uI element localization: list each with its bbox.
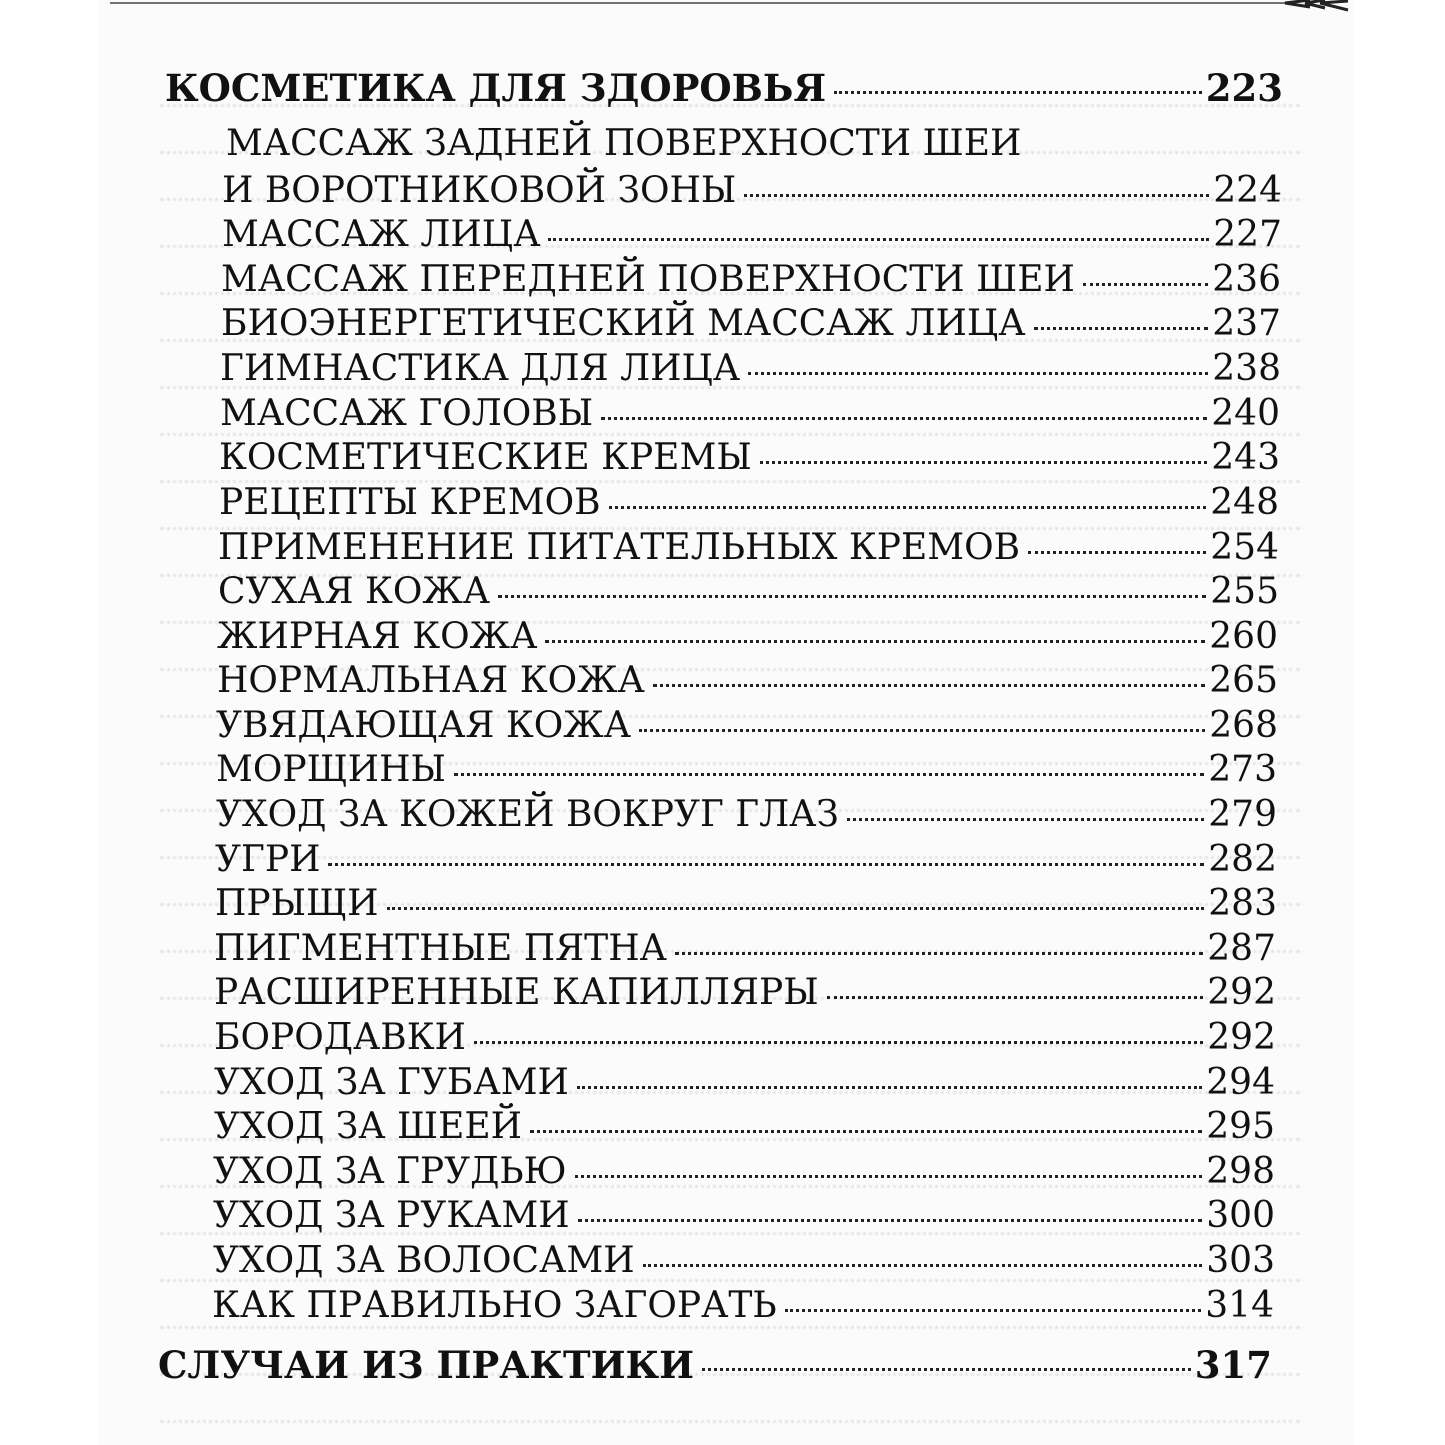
entry-page-number: 298 [1206,1151,1275,1192]
section-page-number: 317 [1194,1343,1272,1387]
toc-section-heading [158,1343,1272,1387]
dot-leader [474,1040,1203,1044]
entry-title: ЖИРНАЯ КОЖА [217,616,538,657]
toc-entry [213,1150,1275,1194]
entry-title: БОРОДАВКИ [214,1017,466,1058]
entry-title: БИОЭНЕРГЕТИЧЕСКИЙ МАССАЖ ЛИЦА [221,303,1026,344]
entry-page-number: 265 [1209,660,1278,701]
toc-entry [222,213,1282,257]
toc-entry [222,169,1282,213]
entry-title: ПРЫЩИ [215,883,379,924]
dot-leader [601,416,1207,420]
entry-title: ГИМНАСТИКА ДЛЯ ЛИЦА [220,348,741,389]
toc-entry [214,1061,1275,1105]
dot-leader [609,505,1207,509]
toc-entry [214,971,1276,1015]
dot-leader [748,371,1208,375]
dot-leader [548,237,1209,241]
dot-leader [530,1129,1202,1133]
entry-title: УХОД ЗА ШЕЕЙ [214,1106,523,1147]
entry-page-number: 294 [1206,1062,1275,1103]
section-title: СЛУЧАИ ИЗ ПРАКТИКИ [158,1343,695,1387]
toc-entry [217,615,1278,659]
dot-leader [834,90,1202,94]
toc-entry [216,704,1278,748]
dot-leader [1083,282,1208,286]
toc-entry [215,838,1277,882]
toc-entry [216,793,1277,837]
toc-section-heading [165,66,1283,110]
dot-leader [744,193,1209,197]
toc-entry [218,570,1279,614]
entry-title: МОРЩИНЫ [216,749,446,790]
toc-entry [218,526,1279,570]
entry-title: КОСМЕТИЧЕСКИЕ КРЕМЫ [219,437,752,478]
entry-page-number: 273 [1208,749,1277,790]
dot-leader [498,594,1206,598]
toc-entry [213,1194,1275,1238]
entry-title: РАСШИРЕННЫЕ КАПИЛЛЯРЫ [214,972,819,1013]
dot-leader [577,1085,1202,1089]
entry-title: МАССАЖ ГОЛОВЫ [220,393,594,434]
section-title: КОСМЕТИКА ДЛЯ ЗДОРОВЬЯ [165,66,827,110]
entry-title: СУХАЯ КОЖА [218,571,491,612]
dot-leader [760,460,1208,464]
entry-page-number: 240 [1211,393,1280,434]
toc-entry [214,1105,1275,1149]
toc-entry [215,882,1277,926]
dot-leader [785,1308,1202,1312]
dot-leader [578,1218,1203,1222]
dot-leader [643,1263,1203,1267]
entry-page-number: 292 [1207,1017,1276,1058]
entry-page-number: 283 [1208,883,1277,924]
dot-leader [387,906,1205,910]
entry-page-number: 292 [1207,972,1276,1013]
toc-entry [217,659,1278,703]
entry-page-number: 314 [1205,1285,1274,1326]
entry-page-number: 224 [1213,170,1282,211]
entry-page-number: 282 [1208,839,1277,880]
dot-leader [653,683,1205,687]
toc-entry [220,347,1281,391]
dot-leader [827,995,1204,999]
toc-entry [212,1284,1274,1328]
entry-page-number: 248 [1210,482,1279,523]
entry-page-number: 300 [1206,1195,1275,1236]
entry-title: И ВОРОТНИКОВОЙ ЗОНЫ [222,170,737,211]
dot-leader [454,772,1204,776]
entry-title: УВЯДАЮЩАЯ КОЖА [216,705,631,746]
dot-leader [328,862,1204,866]
entry-page-number: 295 [1206,1106,1275,1147]
entry-title: УХОД ЗА ВОЛОСАМИ [213,1240,635,1281]
toc-entry [213,1239,1275,1283]
entry-page-number: 236 [1212,259,1281,300]
entry-title: УХОД ЗА ГРУДЬЮ [213,1151,567,1192]
entry-page-number: 287 [1207,928,1276,969]
toc-entry [221,258,1281,302]
dot-leader [1028,550,1206,554]
toc-entry [219,481,1279,525]
toc-entry [214,1016,1276,1060]
entry-title: УХОД ЗА РУКАМИ [213,1195,570,1236]
entry-title: МАССАЖ ПЕРЕДНЕЙ ПОВЕРХНОСТИ ШЕИ [221,259,1075,300]
section-page-number: 223 [1205,66,1283,110]
entry-page-number: 243 [1211,437,1280,478]
toc-entry [219,436,1280,480]
toc-entry [221,302,1281,346]
dot-leader [575,1174,1203,1178]
entry-page-number: 279 [1208,794,1277,835]
entry-title: ПРИМЕНЕНИЕ ПИТАТЕЛЬНЫХ КРЕМОВ [218,527,1021,568]
entry-title: НОРМАЛЬНАЯ КОЖА [217,660,645,701]
toc-entry [220,392,1280,436]
entry-page-number: 260 [1209,616,1278,657]
toc-entry-title-line1: МАССАЖ ЗАДНЕЙ ПОВЕРХНОСТИ ШЕИ [226,123,1022,164]
entry-page-number: 255 [1210,571,1279,612]
entry-page-number: 268 [1209,705,1278,746]
dot-leader [675,951,1203,955]
entry-title: ПИГМЕНТНЫЕ ПЯТНА [214,928,667,969]
entry-page-number: 227 [1213,214,1282,255]
entry-page-number: 303 [1206,1240,1275,1281]
entry-title: УХОД ЗА КОЖЕЙ ВОКРУГ ГЛАЗ [216,794,839,835]
entry-page-number: 254 [1210,527,1279,568]
entry-title: КАК ПРАВИЛЬНО ЗАГОРАТЬ [212,1285,777,1326]
dot-leader [545,639,1205,643]
entry-page-number: 237 [1212,303,1281,344]
dot-leader [639,728,1205,732]
dot-leader [847,817,1204,821]
toc-entry [216,748,1277,792]
entry-title: УГРИ [215,839,321,880]
dot-leader [702,1367,1191,1371]
toc-entry [214,927,1276,971]
entry-title: УХОД ЗА ГУБАМИ [214,1062,569,1103]
dot-leader [1034,326,1209,330]
entry-page-number: 238 [1212,348,1281,389]
entry-title: РЕЦЕПТЫ КРЕМОВ [219,482,601,523]
entry-title: МАССАЖ ЛИЦА [222,214,541,255]
